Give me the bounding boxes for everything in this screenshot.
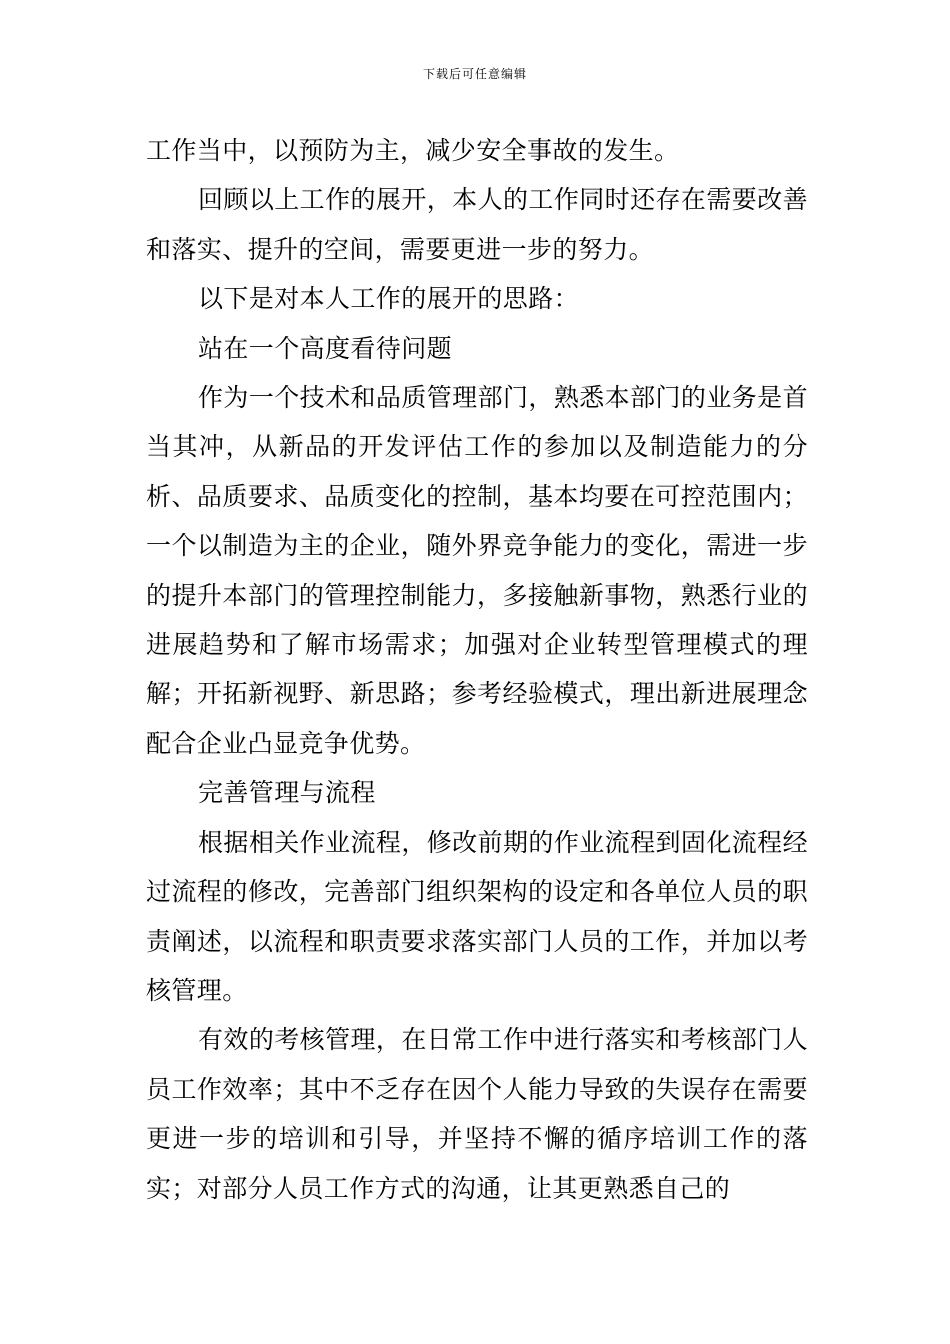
paragraph-3: 以下是对本人工作的展开的思路： (198, 284, 580, 314)
document-body (146, 126, 808, 1213)
paragraph-6: 有效的考核管理，在日常工作中进行落实和考核部门人员工作效率；其中不乏存在因个人能力导致的失误存在需要更进一步的培训和引导，并坚持不懈的循序培训工作的落实；对部分人员工作方式的沟通，让其更熟悉自己的 (146, 1025, 808, 1203)
paragraph-2: 回顾以上工作的展开，本人的工作同时还存在需要改善和落实、提升的空间，需要更进一步的努力。 (146, 185, 808, 264)
section-heading-1: 站在一个高度看待问题 (198, 333, 453, 363)
page-header: 下载后可任意编辑 (422, 67, 527, 81)
section-heading-2: 完善管理与流程 (198, 778, 376, 808)
paragraph-5: 根据相关作业流程，修改前期的作业流程到固化流程经过流程的修改，完善部门组织架构的设定和各单位人员的职责阐述，以流程和职责要求落实部门人员的工作，并加以考核管理。 (146, 827, 808, 1005)
paragraph-1: 工作当中，以预防为主，减少安全事故的发生。 (146, 136, 680, 165)
paragraph-4: 作为一个技术和品质管理部门，熟悉本部门的业务是首当其冲，从新品的开发评估工作的参加以及制造能力的分析、品质要求、品质变化的控制，基本均要在可控范围内；一个以制造为主的企业，随外界竞争能力的变化，需进一步的提升本部门的管理控制能力，多接触新事物，熟悉行业的进展趋势和了解市场需求；加强对企业转型管理模式的理解；开拓新视野、新思路；参考经验模式，理出新进展理念配合企业凸显竞争优势。 (146, 383, 808, 758)
